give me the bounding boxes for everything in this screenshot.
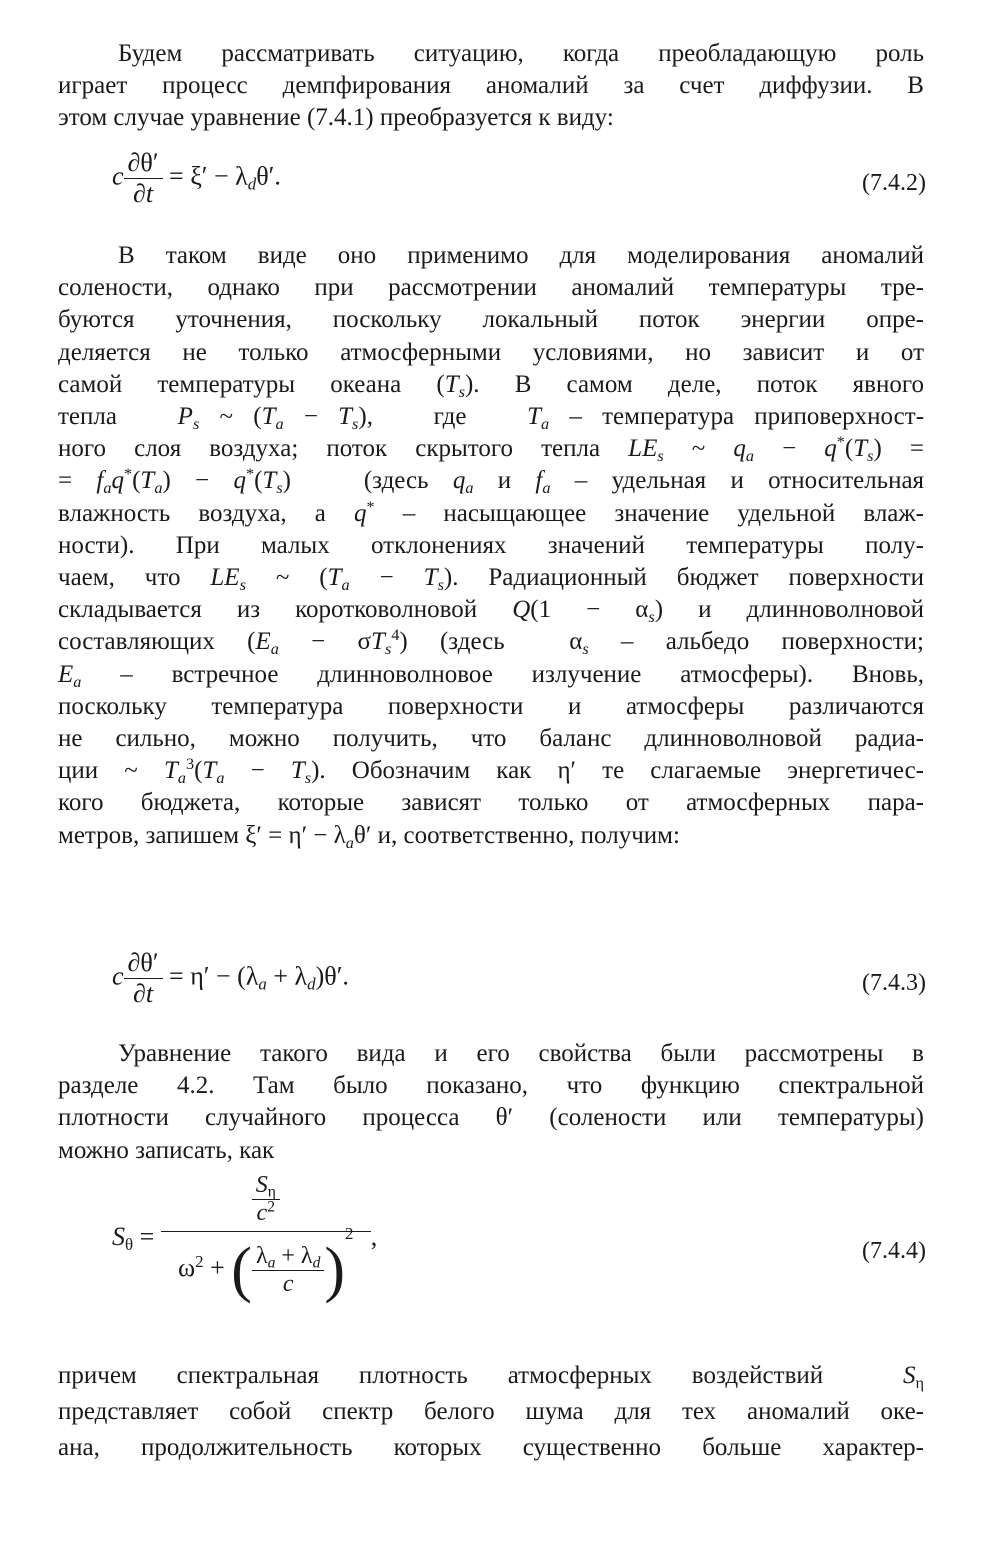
text-line: деляется не только атмосферными условиями, но зависит и от — [58, 338, 924, 366]
text-line: буются уточнения, поскольку локальный поток энергии опре- — [58, 306, 924, 334]
text-segment: (здесь — [439, 628, 505, 656]
text-segment: чаем, что — [58, 564, 181, 592]
equation-number: (7.4.2) — [862, 170, 926, 196]
text-line: причем спектральная плотность атмосферных воздействий $S_\eta$ — [58, 1362, 924, 1392]
text-line: не сильно, можно получить, что баланс длинноволновой радиа- — [58, 725, 924, 753]
text-line: ности). При малых отклонениях значений температуры полу- — [58, 531, 924, 559]
paragraph-3 — [58, 1038, 924, 1167]
text-line: плотности случайного процесса θ′ (солености или температуры) — [58, 1104, 924, 1132]
text-line: тепла $P_s$ ~ $(T_a - T_s)$, где $T_a$ – температура приповерхност- — [58, 403, 925, 433]
paragraph-4 — [58, 1358, 924, 1466]
text-segment: – удельная и относительная — [574, 467, 925, 495]
text-segment: и длинноволновой — [698, 596, 925, 624]
text-segment: ). В самом деле, поток явного — [464, 370, 924, 398]
text-line: метров, запишем $\xi' = \eta' - \lambda_a\theta'$ и, соответственно, получим: — [58, 821, 680, 852]
text-segment: – температура приповерхност- — [569, 403, 925, 431]
text-segment: ции — [58, 757, 99, 785]
text-line: поскольку температура поверхности и атмосферы различаются — [58, 692, 924, 720]
text-segment: ного слоя воздуха; поток скрытого тепла — [58, 435, 601, 463]
text-line: $E_a$ – встречное длинноволновое излучение атмосферы). Вновь, — [58, 660, 924, 691]
text-segment: влажность воздуха, а — [58, 499, 326, 527]
text-line: кого бюджета, которые зависят только от атмосферных пара- — [58, 789, 924, 817]
text-line: играет процесс демпфирования аномалий за счет диффузии. В — [58, 72, 924, 100]
equation-7-4-4 — [0, 1172, 992, 1342]
equation-7-4-3 — [0, 948, 992, 1018]
text-line: Будем рассматривать ситуацию, когда преобладающую роль — [118, 40, 924, 67]
text-segment: – альбедо поверхности; — [620, 628, 925, 656]
paragraph-2 — [58, 240, 924, 852]
text-segment: складывается из коротковолновой — [58, 596, 478, 624]
text-segment: – встречное длинноволновое излучение атмосферы). Вновь, — [120, 660, 924, 688]
paragraph-1 — [58, 38, 924, 135]
text-line: ного слоя воздуха; поток скрытого тепла $LE_s$ ~ $q_a - q^*(T_s)$ = — [58, 433, 924, 466]
text-segment: – насыщающее значение удельной влаж- — [402, 499, 924, 527]
text-segment: и — [497, 467, 512, 495]
text-segment: и, соответственно, получим: — [377, 821, 680, 849]
text-line: = $f_aq^*(T_a) - q^*(T_s)$ (здесь $q_a$ и $f_a$ – удельная и относительная — [58, 465, 925, 498]
text-segment: плотности случайного процесса — [58, 1104, 460, 1132]
text-segment: причем спектральная плотность атмосферных воздействий — [58, 1362, 824, 1389]
text-line: ции ~ $T_a^3(T_a - T_s)$. Обозначим как η′ те слагаемые энергетичес- — [58, 755, 925, 788]
text-line: солености, однако при рассмотрении аномалий температуры тре- — [58, 274, 924, 302]
text-segment: Радиационный бюджет поверхности — [488, 564, 925, 592]
text-segment: (здесь — [363, 467, 429, 495]
text-line: складывается из коротковолновой $Q(1 - \alpha_s)$ и длинноволновой — [58, 596, 925, 627]
text-line: ана, продолжительность которых существенно больше характер- — [58, 1434, 924, 1461]
text-segment: самой температуры океана ( — [58, 370, 445, 398]
equation-number: (7.4.4) — [862, 1238, 926, 1264]
text-segment: метров, запишем — [58, 821, 240, 849]
equation-body: $S_\theta$ = $\frac{S_\eta}{c^2}$ $\omega^2$ + ( $\frac{\lambda_a + \lambda_d}{c}$ )$^2$ , — [112, 1172, 378, 1305]
text-segment: составляющих — [58, 628, 215, 656]
equation-number: (7.4.3) — [862, 970, 926, 996]
text-segment: тепла — [58, 403, 117, 431]
text-segment: Обозначим как — [351, 757, 532, 785]
text-segment: где — [433, 403, 467, 431]
equation-body: c $\frac{\partial\theta'}{\partial t}$ = $\eta' - (\lambda_a + \lambda_d)\theta'$. — [112, 948, 349, 1008]
text-line: можно записать, как — [58, 1136, 275, 1164]
text-line: чаем, что $LE_s$ ~ $(T_a - T_s)$. Радиационный бюджет поверхности — [58, 564, 925, 594]
text-line: влажность воздуха, а q* – насыщающее значение удельной влаж- — [58, 497, 924, 527]
text-segment: (солености или температуры) — [549, 1104, 924, 1132]
text-segment: те слагаемые энергетичес- — [602, 757, 925, 785]
text-line: представляет собой спектр белого шума для тех аномалий оке- — [58, 1398, 924, 1425]
text-line: составляющих $(E_a - \sigma T_s^4)$ (здесь $\alpha_s$ – альбедо поверхности; — [58, 626, 925, 659]
equation-body: c $\frac{\partial\theta'}{\partial t}$ = $\xi' - \lambda_d\theta'$. — [112, 148, 281, 208]
text-line: Уравнение такого вида и его свойства были рассмотрены в — [118, 1040, 924, 1067]
equation-7-4-2 — [0, 148, 992, 218]
text-line: самой температуры океана $(T_s)$. В самом деле, поток явного — [58, 370, 924, 401]
text-line: В таком виде оно применимо для моделирования аномалий — [118, 242, 924, 269]
text-line: этом случае уравнение (7.4.1) преобразуется к виду: — [58, 104, 614, 132]
text-line: разделе 4.2. Там было показано, что функцию спектральной — [58, 1072, 924, 1100]
